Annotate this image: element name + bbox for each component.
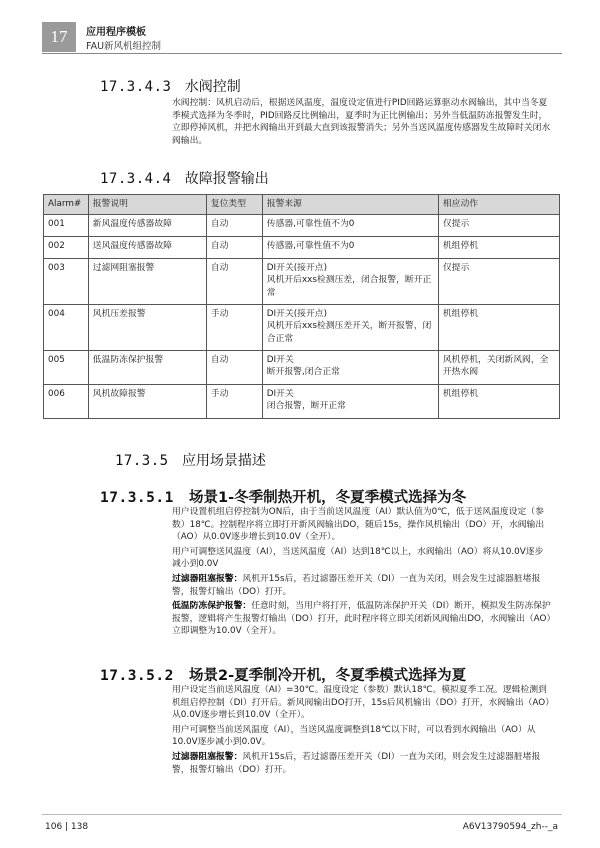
cell-source: [262, 304, 438, 350]
table-header-row: [44, 195, 560, 215]
filter-alarm-text: 风机开15s后，若过滤器压差开关（DI）一直为关闭，则会发生过滤器脏堵报警，报警灯输出（DO）打开。: [172, 573, 541, 597]
filter-alarm-text: 风机开15s后，若过滤器压差开关（DI）一直为关闭，则会发生过滤器脏堵报警，报警灯输出（DO）打开。: [172, 751, 541, 775]
table-row: [44, 236, 560, 258]
cell-id: 002: [44, 236, 89, 258]
cell-reset: 自动: [206, 350, 262, 384]
section-heading-valve: [100, 76, 241, 96]
scene1-para-3: [172, 573, 552, 598]
scene1-body: [172, 506, 552, 640]
cell-reset: 手动: [206, 304, 262, 350]
table-row: [44, 214, 560, 236]
source-line-1: DI开关: [266, 354, 294, 365]
section-title: 水阀控制: [184, 79, 241, 95]
cell-reset: 自动: [206, 214, 262, 236]
section-heading-scene2: [100, 664, 466, 685]
cell-id: 005: [44, 350, 89, 384]
frost-alarm-text: 任意时刻，当用户将打开，低温防冻保护开关（DI）断开，模拟发生防冻保护报警，逻辑将产生报警灯输出（DO）打开，此时程序将立即关闭新风阀输出DO，水阀输出（AO）立即调整为10.0V（全开）。: [172, 601, 551, 637]
cell-action: 机组停机: [438, 304, 559, 350]
cell-action: 机组停机: [438, 384, 559, 418]
table-row: [44, 350, 560, 384]
scene2-para-2: 用户可调整当前送风温度（AI），当送风温度调整到18℃以下时，可以看到水阀输出（AO）从10.0V逐步减小到0.0V。: [172, 724, 536, 748]
table-row: [44, 304, 560, 350]
section-number: 17.3.5: [115, 453, 169, 469]
cell-reset: 自动: [206, 236, 262, 258]
cell-id: 003: [44, 258, 89, 304]
section-title: 场景1-冬季制热开机，冬夏季模式选择为冬: [189, 490, 467, 506]
scene2-para-3: [172, 751, 552, 776]
chapter-number-box: [42, 22, 76, 52]
cell-source: [262, 384, 438, 418]
cell-desc: 过滤网阻塞报警: [88, 258, 206, 304]
source-line-2: 风机开后xxs检测压差，闭合报警，断开正常: [266, 275, 432, 298]
frost-alarm-label: 低温防冻保护报警：: [172, 601, 252, 612]
cell-action: 仅提示: [438, 258, 559, 304]
section-number: 17.3.4.3: [100, 79, 172, 95]
section-heading-scene: [115, 450, 266, 470]
section-title: 故障报警输出: [184, 171, 269, 187]
page-number: 106 | 138: [45, 822, 89, 832]
cell-desc: 送风温度传感器故障: [88, 236, 206, 258]
source-line-1: 传感器,可靠性值不为0: [266, 218, 355, 229]
chapter-number: 17: [50, 27, 68, 46]
header-subtitle: FAU新风机组控制: [86, 41, 162, 52]
table-row: [44, 258, 560, 304]
cell-action: 仅提示: [438, 214, 559, 236]
cell-source: [262, 258, 438, 304]
filter-alarm-label: 过滤器阻塞报警：: [172, 751, 243, 762]
source-line-1: 传感器,可靠性值不为0: [266, 240, 355, 251]
header-title: 应用程序模板: [86, 27, 146, 38]
source-line-1: DI开关(接开点): [266, 262, 327, 273]
cell-desc: 风机压差报警: [88, 304, 206, 350]
valve-paragraph: [172, 97, 552, 149]
source-line-1: DI开关: [266, 388, 294, 399]
section-number: 17.3.4.4: [100, 171, 172, 187]
cell-desc: 风机故障报警: [88, 384, 206, 418]
section-number: 17.3.5.2: [100, 668, 174, 684]
col-header-reset: 复位类型: [206, 195, 262, 215]
section-heading-scene1: [100, 486, 466, 507]
valve-text: 水阀控制：风机启动后，根据送风温度，温度设定值进行PID回路运算驱动水阀输出，其中当冬夏季模式选择为冬季时，PID回路反比例输出，夏季时为正比例输出；另外当低温防冻报警发生时，立即停掉风机，并把水阀输出开到最大直到该报警消失；另外当送风温度传感器发生故障时关闭水阀输出。: [172, 98, 551, 146]
table-row: [44, 384, 560, 418]
col-header-desc: 报警说明: [88, 195, 206, 215]
scene1-para-4: [172, 600, 552, 638]
col-header-source: 报警来源: [262, 195, 438, 215]
section-title: 应用场景描述: [181, 453, 266, 469]
source-line-2: 风机开后xxs检测压差开关，断开报警，闭合正常: [266, 321, 432, 344]
scene2-body: [172, 684, 552, 778]
cell-source: [262, 214, 438, 236]
header-divider: [42, 53, 562, 54]
cell-id: 004: [44, 304, 89, 350]
document-id: A6V13790594_zh--_a: [462, 822, 558, 832]
cell-action: 风机停机，关闭新风阀，全开热水阀: [438, 350, 559, 384]
cell-action: 机组停机: [438, 236, 559, 258]
section-number: 17.3.5.1: [100, 490, 174, 506]
col-header-action: 相应动作: [438, 195, 559, 215]
scene2-para-1: 用户设定当前送风温度（AI）=30℃。温度设定（参数）默认18℃。模拟夏季工况。逻辑检测到机组启停控制（DI）打开后。新风阀输出DO打开，15s后风机输出（DO）打开，水阀输出（AO）从0.0V逐步增长到10.0V（全开）。: [172, 685, 550, 721]
scene1-para-1: 用户设置机组启停控制为ON后，由于当前送风温度（AI）默认值为0℃，低于送风温度设定（参数）18℃。控制程序将立即打开新风阀输出DO，随后15s，操作风机输出（DO）开，水阀输出（AO）从0.0V逐步增长到10.0V（全开）。: [172, 507, 545, 543]
alarm-table: [43, 194, 560, 419]
source-line-2: 断开报警,闭合正常: [266, 367, 340, 377]
footer-divider: [42, 814, 562, 815]
cell-desc: 低温防冻保护报警: [88, 350, 206, 384]
source-line-1: DI开关(接开点): [266, 308, 327, 319]
cell-desc: 新风温度传感器故障: [88, 214, 206, 236]
cell-id: 001: [44, 214, 89, 236]
cell-reset: 手动: [206, 384, 262, 418]
source-line-2: 闭合报警，断开正常: [266, 401, 346, 411]
cell-source: [262, 350, 438, 384]
cell-reset: 自动: [206, 258, 262, 304]
cell-source: [262, 236, 438, 258]
col-header-alarm: Alarm#: [44, 195, 89, 215]
section-title: 场景2-夏季制冷开机，冬夏季模式选择为夏: [189, 668, 467, 684]
filter-alarm-label: 过滤器阻塞报警：: [172, 573, 243, 584]
section-heading-alarm: [100, 168, 269, 188]
cell-id: 006: [44, 384, 89, 418]
scene1-para-2: 用户可调整送风温度（AI），当送风温度（AI）达到18℃以上，水阀输出（AO）将从10.0V逐步减小到0.0V: [172, 546, 544, 570]
